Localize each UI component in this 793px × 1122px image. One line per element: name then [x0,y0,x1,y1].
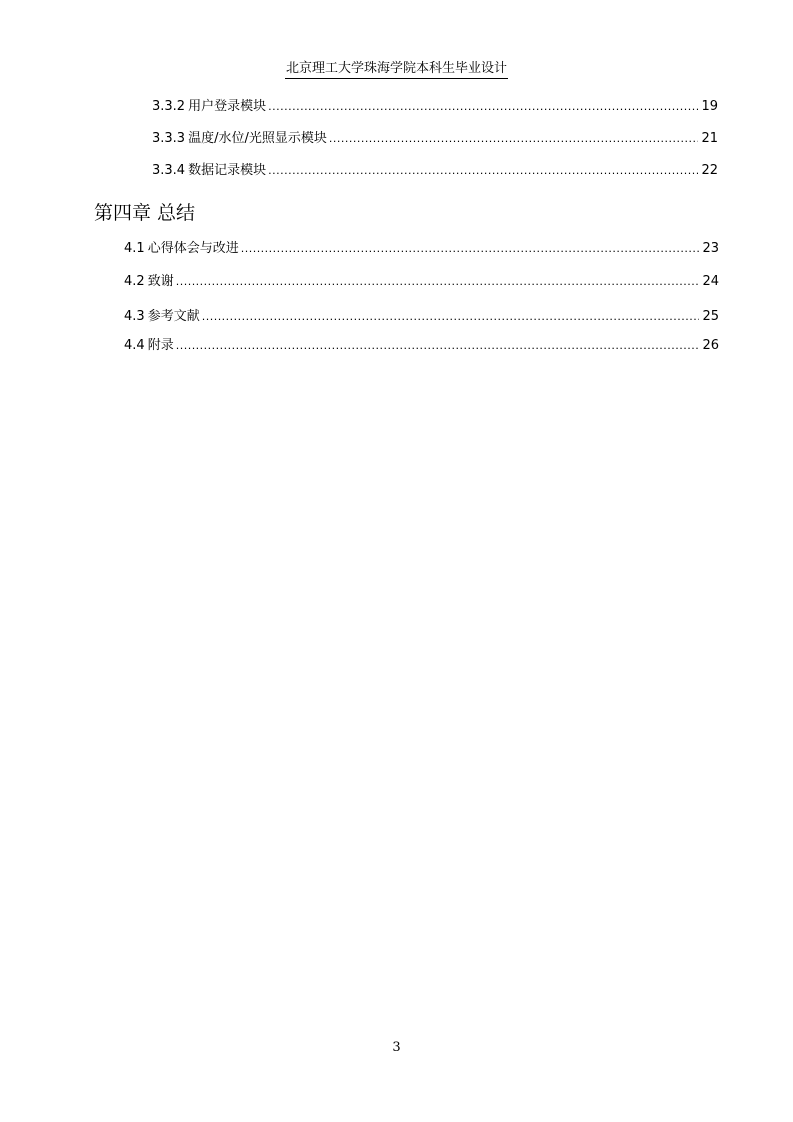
toc-leader-dots [176,273,700,291]
toc-entry-page: 25 [702,309,719,324]
toc-entry-4-2[interactable] [124,273,719,291]
toc-entry-title: 用户登录模块 [188,99,267,114]
toc-entry-page: 26 [702,338,719,353]
toc-entry-number: 4.1 [124,241,145,256]
toc-entry-4-1[interactable] [124,240,719,258]
page-number: 3 [392,1040,401,1055]
page-header [0,57,793,79]
toc-entry-page: 23 [702,241,719,256]
toc-entry-3-3-4[interactable] [152,162,718,180]
toc-leader-dots [241,240,700,258]
toc-entry-number: 3.3.4 [152,163,186,178]
toc-entry-page: 21 [701,131,718,146]
toc-entry-4-3[interactable] [124,308,719,326]
toc-entry-number: 3.3.3 [152,131,186,146]
toc-entry-4-4[interactable] [124,337,719,355]
toc-leader-dots [202,308,700,326]
toc-entry-number: 4.3 [124,309,145,324]
toc-leader-dots [329,130,699,148]
toc-entry-title: 温度/水位/光照显示模块 [188,131,327,146]
toc-entry-title: 参考文献 [147,309,200,324]
toc-entry-page: 24 [702,274,719,289]
header-title: 北京理工大学珠海学院本科生毕业设计 [285,57,508,79]
toc-entry-page: 19 [701,99,718,114]
toc-entry-3-3-3[interactable] [152,130,718,148]
toc-entry-number: 4.2 [124,274,145,289]
chapter-heading[interactable]: 第四章 总结 [94,202,196,224]
toc-entry-number: 3.3.2 [152,99,186,114]
toc-entry-3-3-2[interactable] [152,98,718,116]
toc-entry-page: 22 [701,163,718,178]
toc-leader-dots [176,337,700,355]
toc-leader-dots [268,98,698,116]
toc-entry-title: 数据记录模块 [188,163,267,178]
toc-entry-title: 附录 [147,338,174,353]
toc-entry-number: 4.4 [124,338,145,353]
toc-leader-dots [268,162,698,180]
toc-entry-title: 心得体会与改进 [147,241,239,256]
toc-entry-title: 致谢 [147,274,174,289]
